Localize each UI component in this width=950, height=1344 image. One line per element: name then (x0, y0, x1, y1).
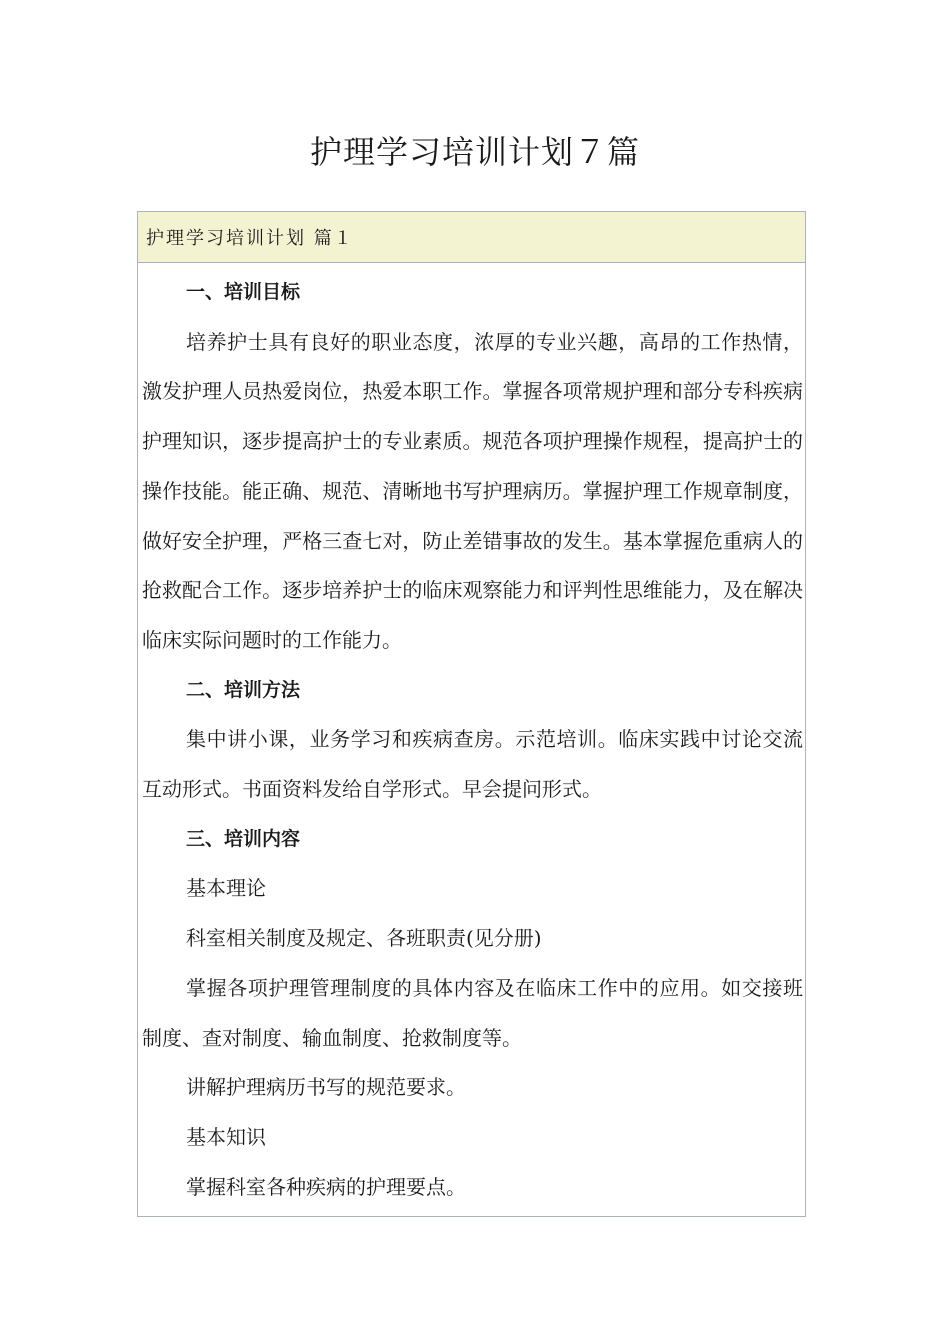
section-body (138, 263, 805, 1212)
document-title: 护理学习培训计划７篇 (309, 133, 640, 171)
paragraph-training-goals: 培养护士具有良好的职业态度，浓厚的专业兴趣，高昂的工作热情，激发护理人员热爱岗位，热爱本职工作。掌握各项常规护理和部分专科疾病护理知识，逐步提高护士的专业素质。规范各项护理操作规程，提高护士的操作技能。能正确、规范、清晰地书写护理病历。掌握护理工作规章制度，做好安全护理，严格三查七对，防止差错事故的发生。基本掌握危重病人的抢救配合工作。逐步培养护士的临床观察能力和评判性思维能力，及在解决临床实际问题时的工作能力。 (142, 329, 803, 652)
section-frame (137, 211, 806, 1217)
paragraph-management-rules: 掌握各项护理管理制度的具体内容及在临床工作中的应用。如交接班制度、查对制度、输血制度、抢救制度等。 (142, 975, 803, 1050)
heading-training-content: 三、培训内容 (186, 827, 301, 850)
section-header: 护理学习培训计划 篇１ (138, 212, 805, 263)
paragraph-nursing-points: 掌握科室各种疾病的护理要点。 (186, 1174, 466, 1199)
paragraph-department-rules: 科室相关制度及规定、各班职责(见分册) (186, 926, 542, 951)
paragraph-basic-knowledge: 基本知识 (186, 1124, 266, 1149)
paragraph-training-methods: 集中讲小课，业务学习和疾病查房。示范培训。临床实践中讨论交流互动形式。书面资料发给自学形式。早会提问形式。 (142, 727, 803, 802)
paragraph-record-writing: 讲解护理病历书写的规范要求。 (186, 1075, 466, 1100)
paragraph-basic-theory: 基本理论 (186, 876, 266, 901)
heading-training-methods: 二、培训方法 (186, 678, 301, 701)
heading-training-goals: 一、培训目标 (186, 281, 301, 303)
